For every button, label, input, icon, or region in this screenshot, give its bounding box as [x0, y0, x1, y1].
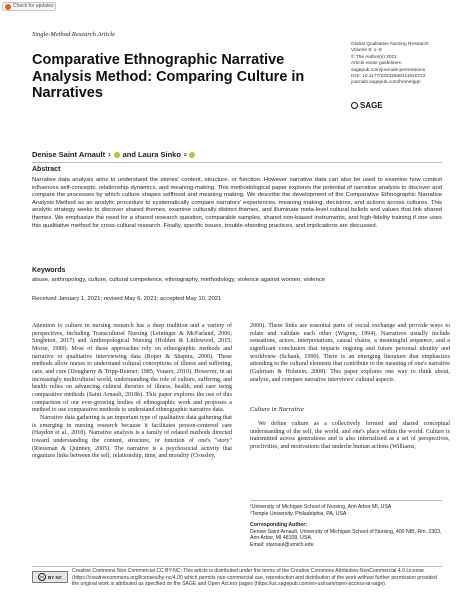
journal-volume: Volume 8: 1–8	[351, 48, 382, 54]
sage-logo	[351, 101, 383, 110]
updates-label: Check for updates	[13, 3, 54, 9]
journal-home-link[interactable]: journals.sagepub.com/home/gqn	[351, 80, 421, 86]
author-line	[32, 150, 195, 159]
author-2: and Laura Sinko	[122, 150, 181, 159]
creative-commons-icon: cc	[40, 574, 45, 579]
license-text: Creative Commons Non Commercial CC BY-NC: This article is distributed under the terms of the Creative Commons Attribution-NonCommercial 4.0 License (https://creativecommons.org/licenses/by-nc/4.0/) which permits non-commercial use, reproduction and distribution of the work without further permission provided the original work is attributed as specified on the SAGE and Open Access pages (https://us.sagepub.com/en-us/nam/open-access-at-sage).	[72, 568, 437, 588]
author-2-affil: 2	[183, 152, 187, 157]
divider	[32, 162, 442, 163]
cc-license-badge[interactable]	[32, 571, 68, 583]
author-1-affil: 1	[108, 152, 111, 157]
paper-title: Comparative Ethnographic Narrative Analysis Method: Comparing Culture in Narratives	[32, 52, 305, 101]
keywords-text: abuse, anthropology, culture, cultural competence, ethnography, methodology, violence against women, violence	[32, 277, 326, 283]
divider	[32, 566, 442, 567]
body-column-right-2	[250, 421, 450, 452]
article-type: Single-Method Research Article	[32, 31, 116, 38]
affiliation-2: ²Temple University, Philadelphia, PA, USA	[250, 510, 347, 517]
doi[interactable]: DOI: 10.1177/23333936211020722	[351, 74, 426, 80]
reuse-guidelines: Article reuse guidelines:	[351, 61, 402, 67]
paragraph: We define culture as a collectively formed and shared conceptual understanding of the self, the world, and one's place within the world. Culture is transmitted across generations and is also internalized as a set of perspectives, proclivities, and motivations that underlie human actions (Williams,	[250, 421, 450, 450]
cc-badge-text: BY NC	[48, 574, 62, 580]
sage-logo-text: SAGE	[360, 101, 383, 110]
received-dates: Received January 1, 2021; revised May 6, 2021; accepted May 10, 2021	[32, 296, 222, 302]
affiliation-1: ¹University of Michigan School of Nursing, Ann Arbor MI, USA	[250, 504, 392, 510]
corresponding-address: Denise Saint Arnault, University of Michigan School of Nursing, 400 NIB, Rm. 2303, Ann Arbor, MI 48109, USA.	[250, 528, 442, 542]
updates-icon	[5, 4, 11, 10]
paragraph: Narrative data gathering is an important type of qualitative data gathering that is emerging in nursing research because it facilitates person-centered care (Haydon et al., 2018). Narrative analysis is a family of related methods directed toward understanding the content, structure, or function of one's "story" (Riessman & Quinney, 2005). The narrative is a psychosocial activity that organizes links between the self, relationship, time, and morality (Crossley,	[32, 414, 232, 460]
keywords-heading: Keywords	[32, 267, 66, 274]
permissions-link[interactable]: sagepub.com/journals-permissions	[351, 67, 426, 73]
corresponding-author	[250, 522, 450, 548]
corresponding-heading: Corresponding Author:	[250, 522, 308, 528]
paragraph: Attention to culture in nursing research has a deep tradition and a variety of perspectives, including Transcultural Nursing (Leininger & McFarland, 2006; Singleton, 2017) and Anthropological Nursing (Holden & Littlewood, 2015; Morse, 1989). Most of these approaches rely on ethnographic methods and narrative or qualitative interviewing data (Roper & Shapira, 2000). These methods allow nurses to understand cultural conceptions of illness and suffering, care, and cure (Dougherty & Tripp-Reimer, 1985; Vonarx, 2010). However, in an increasingly multicultural world, understanding the role of culture, suffering, and health relies on advancing cultural theories of illness, health, and care using comparative methods (Saint Arnault, 2018b). This paper explores the use of this comparison of our ever-growing bodies of ethnographic work and proposes a method to use comparative methods to understand ethnographic narrative data.	[32, 323, 232, 414]
orcid-icon[interactable]	[114, 152, 120, 158]
check-for-updates-badge[interactable]	[2, 2, 56, 11]
corresponding-email[interactable]: Email: starnaul@umich.edu	[250, 541, 314, 548]
section-heading-culture: Culture in Narrative	[250, 406, 304, 413]
body-column-left	[32, 323, 232, 461]
body-column-right	[250, 323, 450, 384]
orcid-icon[interactable]	[189, 152, 195, 158]
abstract-text: Narrative data analysis aims to understand the stories' content, structure, or function. However narrative data can also be used to examine how context influences self-concepts, relationship dynamics, and meaning-making. This methodological paper explores the potential of narrative analysis to discover and compare the processes by which culture shapes selfhood and meaning making. We describe the development of the Comparative Ethnographic Narrative Analysis Method as an analytic procedure to systematically compare narrators' experiences, meaning making, decisions, and actions across cultures. This analytic strategy seeks to discover shared themes, examine culturally distinct themes, and illuminate meta-level cultural beliefs and values that link shared themes. We emphasize the need for a shared research question, comparable samples, shared non-biased instruments, and high-fidelity training if one uses this qualitative method for cross-cultural research. Finally, specific issues, trouble-shooting practices, and implications are discussed.	[32, 177, 442, 229]
copyright: © The Author(s) 2021	[351, 54, 397, 60]
sage-logo-icon	[351, 102, 358, 109]
abstract-heading: Abstract	[32, 166, 61, 173]
journal-meta	[351, 42, 463, 87]
divider	[250, 500, 442, 501]
journal-name: Global Qualitative Nursing Research	[351, 42, 429, 47]
affiliations	[250, 504, 450, 518]
author-1: Denise Saint Arnault	[32, 150, 106, 159]
paragraph: 2000). These links are essential parts of social exchange and provide ways to relate and validate each other (Wigren, 1994). Narratives usually include sensations, actors, interpretations, causal chains, a meaningful sequence, and a significant conclusion that impacts ongoing and future personal identity and worldview (Schank, 1990). There is an emerging literature that emphasizes attending to the cultural elements that contribute to the meaning of one's narrative (Gubrium & Holstein, 2008). This paper explores one way to think about, analyze, and compare narrative interviews' cultural aspects.	[250, 323, 450, 383]
